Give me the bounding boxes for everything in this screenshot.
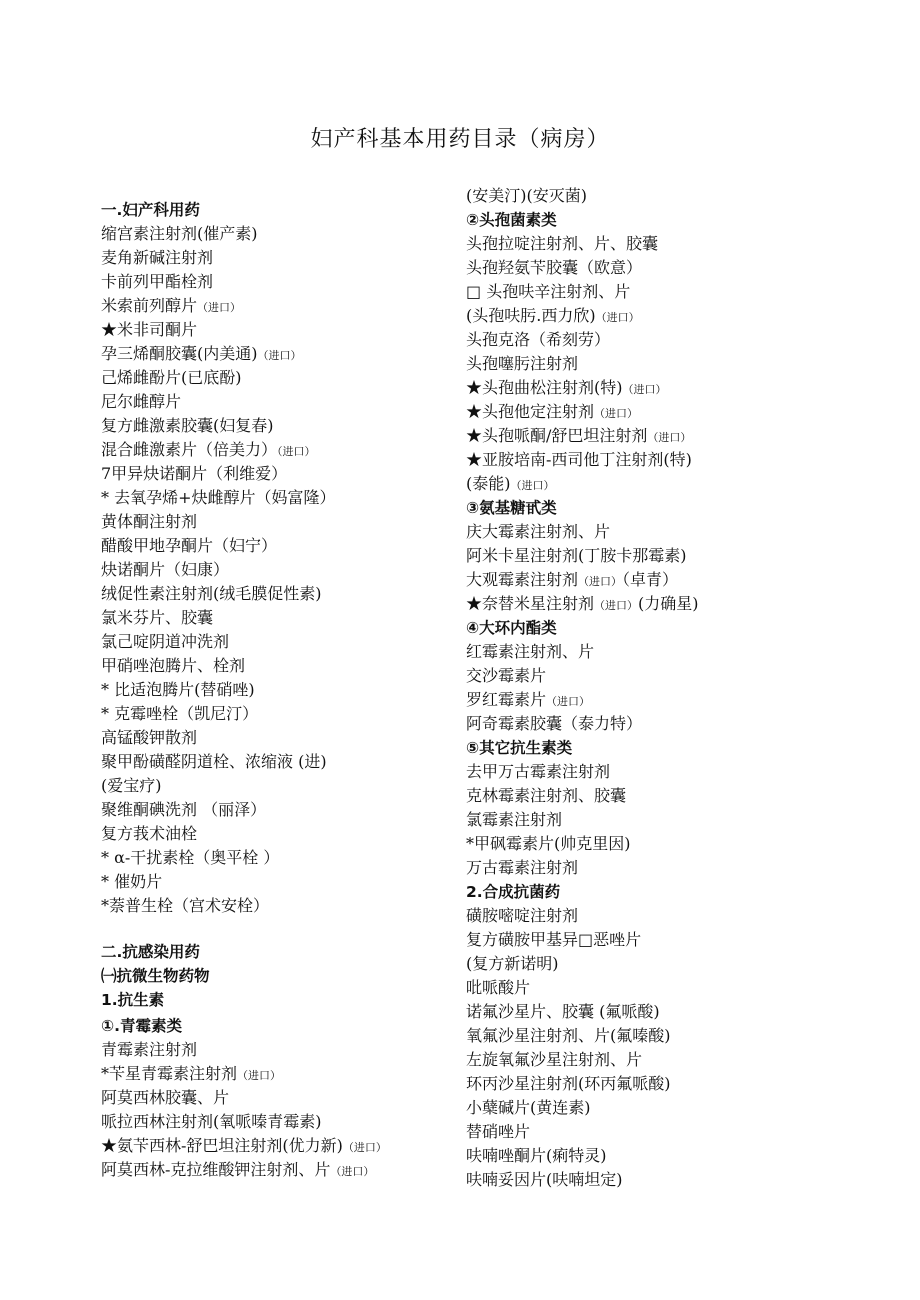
drug-entry (101, 296, 241, 318)
drug-entry (466, 690, 590, 712)
drug-entry (466, 714, 642, 734)
entry-text: 庆大霉素注射剂、片 (466, 522, 611, 541)
entry-text: 阿奇霉素胶囊（泰力特） (466, 714, 643, 733)
drug-entry (101, 464, 287, 484)
drug-entry (466, 546, 687, 566)
entry-text: (泰能) (466, 474, 511, 493)
entry-text: 复方雌激素胶囊(妇复春) (101, 416, 274, 435)
entry-text: 头孢克洛（希刻劳） (466, 330, 611, 349)
entry-text: * 去氧孕烯+炔雌醇片（妈富隆） (101, 488, 336, 507)
entry-text: 青霉素注射剂 (101, 1040, 198, 1059)
entry-text: ★氨苄西林-舒巴坦注射剂(优力新) (101, 1136, 343, 1155)
entry-text: 绒促性素注射剂(绒毛膜促性素) (101, 584, 322, 603)
import-note: （进口） (594, 599, 639, 612)
entry-text: ③氨基糖甙类 (466, 499, 557, 517)
drug-entry (101, 560, 229, 580)
entry-text: 孕三烯酮胶囊(内美通) (101, 344, 258, 363)
entry-text: 克林霉素注射剂、胶囊 (466, 786, 627, 805)
drug-entry (466, 426, 691, 448)
entry-text: 复方莪术油栓 (101, 824, 198, 843)
entry-text: 一.妇产科用药 (101, 201, 200, 219)
section-heading (466, 618, 557, 638)
drug-entry (101, 536, 277, 556)
drug-entry (101, 488, 336, 508)
drug-entry (101, 512, 197, 532)
entry-text: 红霉素注射剂、片 (466, 642, 595, 661)
entry-text: 左旋氧氟沙星注射剂、片 (466, 1050, 643, 1069)
import-note: （进口） (594, 407, 639, 420)
drug-entry (466, 330, 610, 350)
entry-text: □ 头孢呋辛注射剂、片 (466, 282, 631, 301)
import-note: （进口） (197, 301, 242, 314)
entry-text: 甲硝唑泡腾片、栓剂 (101, 656, 246, 675)
entry-text: 聚维酮碘洗剂 （丽泽） (101, 800, 267, 819)
drug-entry (466, 1050, 642, 1070)
entry-text: 小蘖碱片(黄连素) (466, 1098, 591, 1117)
import-note: （进口） (330, 1165, 375, 1178)
entry-text: 阿莫西林-克拉维酸钾注射剂、片 (101, 1160, 331, 1179)
import-note: （进口） (578, 575, 623, 588)
entry-text: 混合雌激素片（倍美力） (101, 440, 278, 459)
drug-entry (466, 522, 610, 542)
drug-entry (101, 704, 258, 724)
section-heading (101, 200, 200, 220)
drug-entry (466, 762, 610, 782)
drug-entry (466, 858, 578, 878)
entry-text: ★头孢哌酮/舒巴坦注射剂 (466, 426, 648, 445)
drug-entry (466, 378, 667, 400)
drug-entry (101, 800, 266, 820)
section-heading (466, 882, 560, 902)
entry-text: 磺胺嘧啶注射剂 (466, 906, 579, 925)
drug-entry (466, 402, 638, 424)
drug-entry (101, 368, 242, 388)
drug-entry (466, 786, 626, 806)
drug-entry (101, 416, 274, 436)
entry-text: (安美汀)(安灭菌) (466, 186, 587, 205)
entry-text: 二.抗感染用药 (101, 943, 200, 961)
drug-entry (101, 344, 302, 366)
entry-text: 诺氟沙星片、胶囊 (氟哌酸) (466, 1002, 660, 1021)
section-heading (101, 1016, 182, 1036)
entry-text: 大观霉素注射剂 (466, 570, 579, 589)
entry-text: 聚甲酚磺醛阴道栓、浓缩液 (进) (101, 752, 327, 771)
import-note: （进口） (647, 431, 692, 444)
drug-entry (101, 320, 197, 340)
entry-text: ★头孢曲松注射剂(特) (466, 378, 623, 397)
drug-entry (101, 896, 269, 916)
section-heading (101, 942, 200, 962)
drug-entry (101, 872, 162, 892)
import-note: （进口） (342, 1141, 387, 1154)
entry-text: ①.青霉素类 (101, 1017, 183, 1035)
drug-entry (466, 642, 594, 662)
entry-text: 黄体酮注射剂 (101, 512, 198, 531)
drug-entry (466, 258, 642, 278)
entry-text: ★奈替米星注射剂 (466, 594, 595, 613)
import-note: （进口） (622, 383, 667, 396)
entry-text: 头孢噻肟注射剂 (466, 354, 579, 373)
entry-text: 交沙霉素片 (466, 666, 547, 685)
entry-text: * 催奶片 (101, 872, 163, 891)
drug-entry (466, 810, 562, 830)
entry-text: 氧氟沙星注射剂、片(氟嗪酸) (466, 1026, 671, 1045)
drug-entry (101, 392, 181, 412)
drug-entry (466, 978, 530, 998)
drug-entry (466, 594, 699, 616)
drug-entry (101, 1112, 322, 1132)
drug-entry (466, 282, 630, 302)
entry-text: 头孢羟氨苄胶囊（欧意） (466, 258, 643, 277)
entry-text: *甲砜霉素片(帅克里因) (466, 834, 631, 853)
entry-text: 氯霉素注射剂 (466, 810, 563, 829)
entry-text: 呋喃妥因片(呋喃坦定) (466, 1170, 623, 1189)
entry-text: 呋喃唑酮片(痢特灵) (466, 1146, 607, 1165)
section-heading (101, 990, 164, 1010)
import-note: （进口） (546, 695, 591, 708)
entry-text: 替硝唑片 (466, 1122, 531, 1141)
entry-text: ②头孢菌素类 (466, 211, 557, 229)
drug-entry (101, 224, 258, 244)
drug-entry (466, 1098, 591, 1118)
drug-entry (101, 608, 213, 628)
drug-entry (466, 354, 578, 374)
drug-entry (466, 474, 555, 496)
drug-entry (101, 824, 197, 844)
entry-text: ★亚胺培南-西司他丁注射剂(特) (466, 450, 692, 469)
drug-entry (466, 1026, 671, 1046)
entry-text: 氯己啶阴道冲洗剂 (101, 632, 230, 651)
entry-text: (复方新诺明) (466, 954, 559, 973)
drug-entry (466, 186, 587, 206)
drug-entry (101, 1088, 229, 1108)
import-note: （进口） (237, 1069, 282, 1082)
entry-text: 吡哌酸片 (466, 978, 531, 997)
drug-entry (466, 1122, 530, 1142)
entry-text: 醋酸甲地孕酮片（妇宁） (101, 536, 278, 555)
drug-entry (466, 306, 640, 328)
entry-text: 环丙沙星注射剂(环丙氟哌酸) (466, 1074, 671, 1093)
drug-entry (466, 954, 559, 974)
drug-entry (101, 776, 162, 796)
entry-text: 米索前列醇片 (101, 296, 198, 315)
entry-text: 1.抗生素 (101, 991, 165, 1009)
drug-entry (101, 1064, 281, 1086)
entry-text: 炔诺酮片（妇康） (101, 560, 230, 579)
drug-entry (101, 848, 279, 868)
drug-entry (466, 234, 658, 254)
drug-entry (466, 1074, 671, 1094)
drug-entry (466, 930, 641, 950)
entry-text: (爱宝疗) (101, 776, 162, 795)
drug-entry (101, 728, 197, 748)
drug-entry (101, 440, 316, 462)
entry-text: 缩宫素注射剂(催产素) (101, 224, 258, 243)
drug-entry (101, 1160, 374, 1182)
entry-text: 阿米卡星注射剂(丁胺卡那霉素) (466, 546, 687, 565)
entry-text: ㈠抗微生物药物 (101, 967, 210, 985)
entry-text: 复方磺胺甲基异□恶唑片 (466, 930, 642, 949)
drug-entry (466, 1170, 623, 1190)
entry-text: *苄星青霉素注射剂 (101, 1064, 238, 1083)
entry-text: 尼尔雌醇片 (101, 392, 182, 411)
drug-entry (466, 1146, 607, 1166)
entry-text: 高锰酸钾散剂 (101, 728, 198, 747)
entry-text: 阿莫西林胶囊、片 (101, 1088, 230, 1107)
drug-entry (101, 248, 213, 268)
section-heading (466, 738, 572, 758)
section-heading (101, 966, 210, 986)
entry-text: ④大环内酯类 (466, 619, 557, 637)
drug-entry (466, 906, 578, 926)
drug-entry (466, 1002, 660, 1022)
entry-text: 哌拉西林注射剂(氧哌嗪青霉素) (101, 1112, 322, 1131)
entry-text: 罗红霉素片 (466, 690, 547, 709)
import-note: （进口） (510, 479, 555, 492)
import-note: （进口） (595, 311, 640, 324)
drug-entry (101, 272, 213, 292)
page-title: 妇产科基本用药目录（病房） (310, 127, 610, 152)
entry-text: *萘普生栓（宫术安栓） (101, 896, 270, 915)
import-note: （进口） (277, 445, 316, 458)
entry-text: * 克霉唑栓（凯尼汀） (101, 704, 259, 723)
entry-text: ⑤其它抗生素类 (466, 739, 573, 757)
entry-text: 去甲万古霉素注射剂 (466, 762, 611, 781)
entry-suffix: （卓青） (622, 570, 679, 589)
drug-entry (466, 834, 631, 854)
drug-entry (101, 656, 245, 676)
entry-text: ★米非司酮片 (101, 320, 198, 339)
entry-text: 己烯雌酚片(已底酚) (101, 368, 242, 387)
entry-text: 麦角新碱注射剂 (101, 248, 214, 267)
entry-text: 万古霉素注射剂 (466, 858, 579, 877)
drug-entry (466, 666, 546, 686)
entry-text: (头孢呋肟.西力欣) (466, 306, 596, 325)
drug-entry (101, 584, 322, 604)
entry-text: 卡前列甲酯栓剂 (101, 272, 214, 291)
section-heading (466, 498, 557, 518)
entry-text: * α-干扰素栓（奥平栓 ） (101, 848, 280, 867)
entry-text: 2.合成抗菌药 (466, 883, 561, 901)
drug-entry (101, 752, 327, 772)
entry-text: ★头孢他定注射剂 (466, 402, 595, 421)
drug-entry (101, 632, 229, 652)
drug-entry (101, 680, 255, 700)
import-note: （进口） (257, 349, 302, 362)
drug-entry (466, 570, 678, 592)
entry-text: * 比适泡腾片(替硝唑) (101, 680, 255, 699)
drug-entry (101, 1136, 387, 1158)
entry-suffix: (力确星) (638, 594, 699, 613)
entry-text: 氯米芬片、胶囊 (101, 608, 214, 627)
section-heading (466, 210, 557, 230)
entry-text: 7甲异炔诺酮片（利维爱） (101, 464, 288, 483)
drug-entry (466, 450, 692, 470)
drug-entry (101, 1040, 197, 1060)
entry-text: 头孢拉啶注射剂、片、胶囊 (466, 234, 659, 253)
